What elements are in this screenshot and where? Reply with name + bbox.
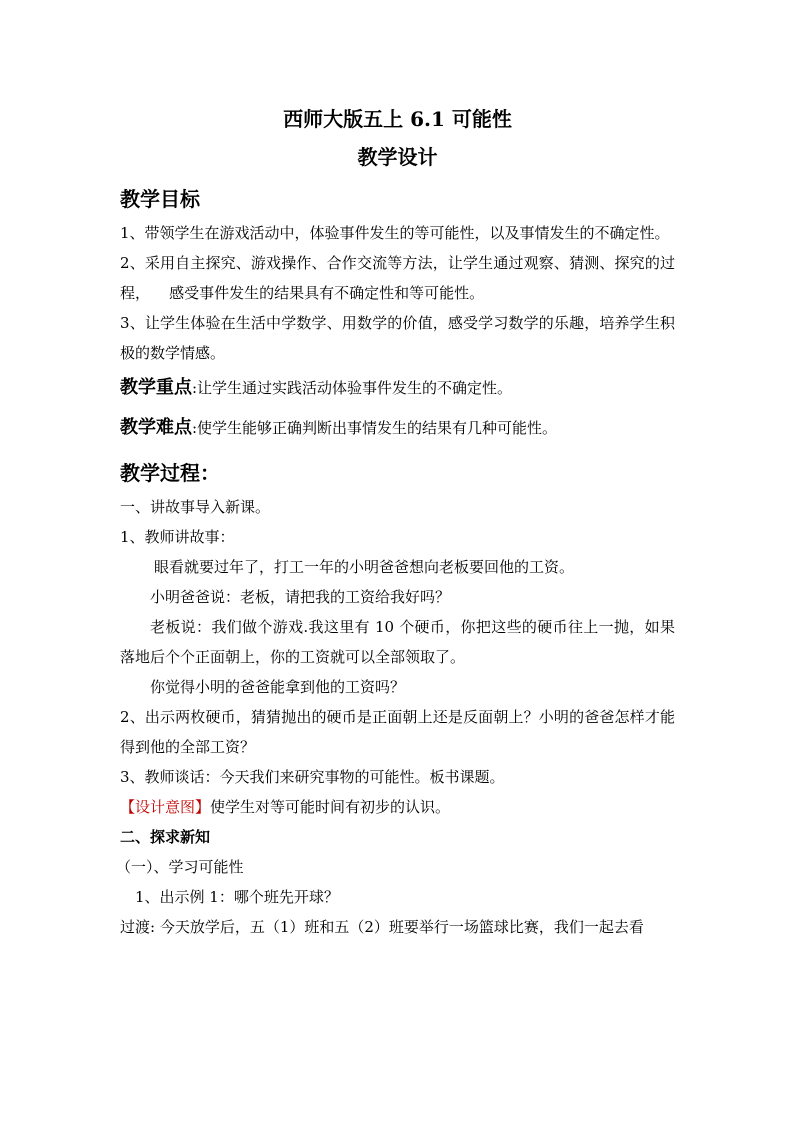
example-1: 1、出示例 1：哪个班先开球？ xyxy=(135,888,339,906)
design-intent-label: 【设计意图】 xyxy=(120,798,211,816)
objective-item-3: 3、让学生体验在生活中学数学、用数学的价值，感受学习数学的乐趣，培养学生积极的数学情感。 xyxy=(120,314,675,362)
document-title: 西师大版五上 6.1 可能性 xyxy=(283,107,512,131)
transition-line: 过渡: 今天放学后，五（1）班和五（2）班要举行一场篮球比赛，我们一起去看 xyxy=(120,918,644,936)
difficulty-line xyxy=(120,408,675,448)
document-subtitle: 教学设计 xyxy=(357,145,438,169)
sub-section-1: （一）、学习可能性 xyxy=(116,858,244,876)
part2-title: 二、探求新知 xyxy=(120,828,211,846)
objective-item-1: 1、带领学生在游戏活动中，体验事件发生的等可能性，以及事情发生的不确定性。 xyxy=(120,224,670,242)
story-line-4: 你觉得小明的爸爸能拿到他的工资吗？ xyxy=(150,678,406,696)
objectives-heading: 教学目标 xyxy=(120,187,200,211)
story-line-3: 老板说：我们做个游戏.我这里有 10 个硬币，你把这些的硬币往上一抛，如果落地后个个正面朝上，你的工资就可以全部领取了。 xyxy=(120,618,675,666)
step1: 1、教师讲故事： xyxy=(120,528,235,546)
objective-item-2: 2、采用自主探究、游戏操作、合作交流等方法，让学生通过观察、猜测、探究的过程， 感受事件发生的结果具有不确定性和等可能性。 xyxy=(120,254,675,302)
key-point-label: 教学重点 xyxy=(120,377,192,398)
design-intent-text: 使学生对等可能时间有初步的认识。 xyxy=(210,798,451,816)
story-line-1: 眼看就要过年了，打工一年的小明爸爸想向老板要回他的工资。 xyxy=(154,558,575,576)
difficulty-text: :使学生能够正确判断出事情发生的结果有几种可能性。 xyxy=(192,419,558,437)
document-page xyxy=(116,100,675,942)
step3: 3、教师谈话：今天我们来研究事物的可能性。板书课题。 xyxy=(120,768,505,786)
part1-title: 一、讲故事导入新课。 xyxy=(120,498,271,516)
story-line-2: 小明爸爸说：老板，请把我的工资给我好吗？ xyxy=(150,588,451,606)
key-point-line xyxy=(120,368,675,408)
step2: 2、出示两枚硬币，猜猜抛出的硬币是正面朝上还是反面朝上？小明的爸爸怎样才能得到他的全部工资？ xyxy=(120,708,675,756)
key-point-text: :让学生通过实践活动体验事件发生的不确定性。 xyxy=(192,379,513,397)
process-heading: 教学过程： xyxy=(120,461,220,485)
difficulty-label: 教学难点 xyxy=(120,417,192,438)
design-intent xyxy=(120,792,675,822)
